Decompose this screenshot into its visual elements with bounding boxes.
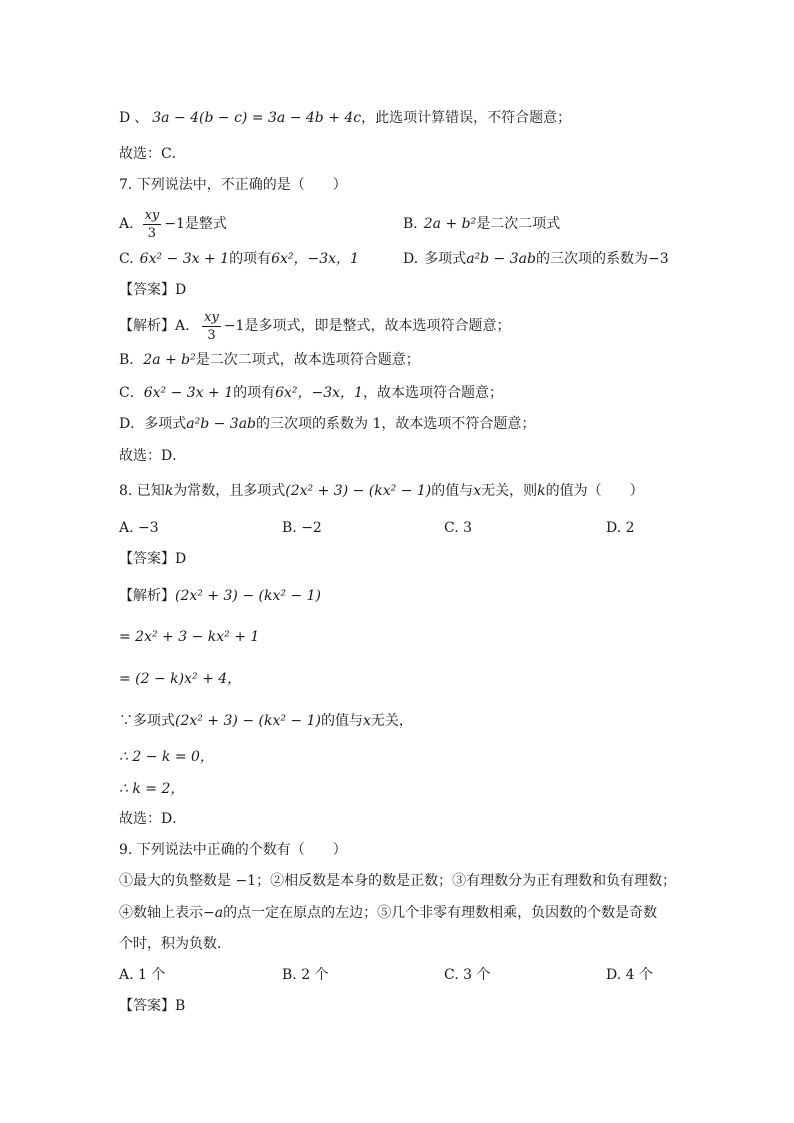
q8-text5: 的值为（ ）: [545, 483, 644, 499]
q8-because-label: ∵多项式: [119, 713, 175, 729]
q9-answer: 【答案】B: [119, 998, 186, 1014]
q8-k2: k: [537, 483, 546, 499]
q9-statement-2-math: −a: [203, 905, 224, 921]
q7-option-d-label: D.: [403, 251, 419, 267]
q7-answer: 【答案】D: [119, 282, 187, 298]
q8-option-a: A. −3: [119, 520, 159, 536]
q9-statement-3: 个时，积为负数．: [119, 936, 231, 952]
q8-option-d: D. 2: [606, 520, 635, 536]
question-9-title: 9. 下列说法中正确的个数有（ ）: [119, 842, 347, 858]
q7-explanation-c-label: C．: [119, 385, 144, 401]
q7-option-b: [403, 212, 560, 236]
prev-choice: 故选：C．: [119, 146, 186, 162]
q9-statement-1: ①最大的负整数是 −1；②相反数是本身的数是正数；③有理数分为正有理数和负有理数；: [119, 873, 677, 889]
prev-option-d-expr: 3a − 4(b − c) = 3a − 4b + 4c: [152, 110, 362, 126]
q7-option-a: [119, 208, 227, 240]
q7-option-d-val: −3: [647, 251, 669, 267]
q7-explanation-d-label: D．多项式: [119, 416, 187, 432]
q7-explanation-c-text2: ，故本选项符合题意；: [362, 385, 503, 401]
q7-option-d-text2: 的三次项的系数为: [535, 251, 648, 267]
q8-poly: (2x² + 3) − (kx² − 1): [285, 483, 432, 499]
q7-option-a-fraction-den: 3: [147, 225, 157, 241]
q8-therefore-2-math: ∴ k = 2，: [119, 781, 185, 797]
q7-option-d: [403, 247, 669, 271]
q7-option-c-text1: 的项有: [229, 251, 272, 267]
prev-option-d-text: ，此选项计算错误，不符合题意；: [361, 110, 572, 126]
q7-option-b-math: 2a + b²: [423, 216, 477, 232]
q7-option-a-tail-math: −1: [164, 216, 185, 232]
q7-explanation-head: 【解析】A．: [119, 318, 200, 334]
q7-option-a-tail-text: 是整式: [184, 216, 227, 232]
q8-step-1-math: = 2x² + 3 − kx² + 1: [119, 629, 260, 645]
q9-option-c: C. 3 个: [444, 967, 491, 983]
q7-explanation-b-label: B．: [119, 352, 144, 368]
q7-option-d-math: a²b − 3ab: [466, 251, 536, 267]
q8-option-c: C. 3: [444, 520, 473, 536]
q7-explanation-a-fraction-num: xy: [204, 309, 219, 325]
q7-explanation-a-text: 是多项式，即是整式，故本选项符合题意；: [244, 318, 511, 334]
q8-step-2: [119, 667, 241, 691]
q8-explanation-head: [119, 584, 321, 608]
prev-option-d-label: D: [119, 110, 131, 126]
q7-option-c-math: 6x² − 3x + 1: [139, 251, 230, 267]
q8-therefore-1-math: ∴ 2 − k = 0，: [119, 749, 214, 765]
q8-text4: 无关，则: [481, 483, 538, 499]
q7-explanation-a-tail-math: −1: [223, 318, 245, 334]
q8-text2: 为常数，且多项式: [173, 483, 286, 499]
prev-option-d-line: [119, 106, 571, 130]
q7-option-a-fraction: [143, 209, 162, 240]
q7-explanation-c-math: 6x² − 3x + 1: [143, 385, 234, 401]
q7-explanation-d: [119, 412, 535, 436]
q7-explanation-d-math: a²b − 3ab: [186, 416, 257, 432]
q8-because-text: 的值与: [320, 713, 363, 729]
q8-k: k: [164, 483, 174, 499]
q7-explanation-c-terms: 6x²，−3x，1: [275, 385, 363, 401]
question-8-title: [119, 479, 644, 503]
q7-explanation-b-math: 2a + b²: [143, 352, 196, 368]
prev-option-d-sep: 、: [134, 110, 149, 126]
q7-choice: 故选：D．: [119, 448, 187, 464]
q8-text3: 的值与: [431, 483, 474, 499]
q9-option-d: D. 4 个: [606, 967, 653, 983]
q7-explanation-c-text1: 的项有: [233, 385, 276, 401]
q7-option-b-text: 是二次二项式: [476, 216, 561, 232]
q8-step-2-math: = (2 − k)x² + 4，: [119, 671, 242, 687]
q7-option-d-text1: 多项式: [424, 251, 467, 267]
q7-explanation-c: [119, 381, 503, 405]
q9-statement-2a: ④数轴上表示: [119, 905, 203, 921]
q8-because-poly: (2x² + 3) − (kx² − 1): [175, 713, 321, 729]
question-7-title: 7. 下列说法中，不正确的是（ ）: [119, 177, 347, 193]
q7-option-a-fraction-num: xy: [144, 207, 160, 223]
q8-explanation-label: 【解析】: [119, 588, 175, 604]
q9-option-b: B. 2 个: [282, 967, 329, 983]
q7-option-b-label: B.: [403, 216, 418, 232]
q7-explanation-a-fraction: [202, 311, 221, 342]
q8-because-x: x: [362, 713, 371, 729]
q8-step-1: [119, 625, 259, 649]
q7-option-c-label: C.: [119, 251, 134, 267]
q7-explanation-b-text: 是二次二项式，故本选项符合题意；: [195, 352, 420, 368]
q8-text1: 8. 已知: [119, 483, 165, 499]
q7-option-c: [119, 247, 359, 271]
q8-choice: 故选：D．: [119, 811, 187, 827]
q8-therefore-2: [119, 777, 184, 801]
q7-explanation-d-text: 的三次项的系数为 1，故本选项不符合题意；: [256, 416, 536, 432]
q8-option-b: B. −2: [282, 520, 322, 536]
q7-explanation-a-fraction-den: 3: [207, 327, 216, 343]
q7-explanation-a: [119, 310, 510, 342]
q8-explanation-poly: (2x² + 3) − (kx² − 1): [175, 588, 321, 604]
q7-explanation-b: [119, 348, 420, 372]
q9-statement-2b: 的点一定在原点的左边；⑤几个非零有理数相乘，负因数的个数是奇数: [223, 905, 658, 921]
q7-option-c-terms: 6x²，−3x，1: [271, 251, 359, 267]
q8-therefore-1: [119, 745, 214, 769]
q9-option-a: A. 1 个: [119, 967, 166, 983]
q7-option-a-label: A.: [119, 216, 134, 232]
q8-x: x: [473, 483, 482, 499]
q8-answer: 【答案】D: [119, 551, 187, 567]
q8-because-tail: 无关，: [370, 713, 413, 729]
q8-because: [119, 709, 413, 733]
q9-statement-2: [119, 901, 657, 925]
